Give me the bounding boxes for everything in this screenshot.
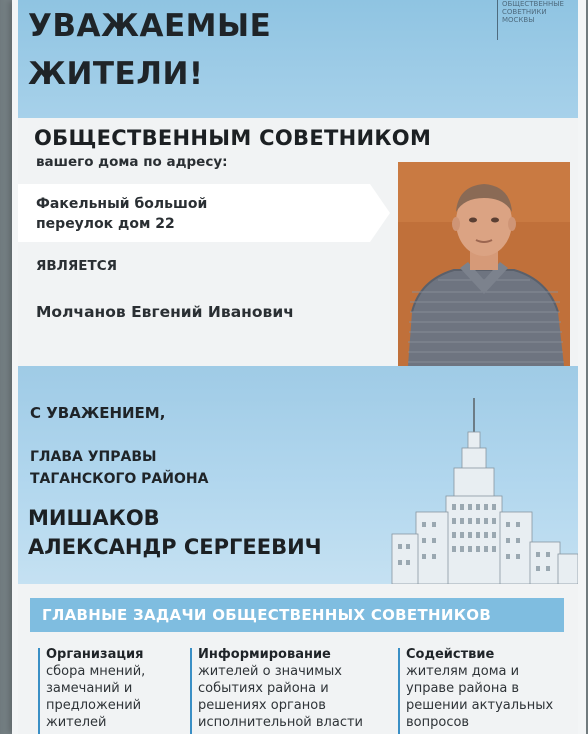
public-advisors-logo bbox=[497, 0, 566, 40]
task-divider-3 bbox=[398, 648, 400, 734]
header-block bbox=[18, 0, 578, 118]
task-body-line: предложений bbox=[46, 698, 142, 713]
official-name-line-1: МИШАКОВ bbox=[28, 506, 160, 530]
task-body-line: жителям дома и bbox=[406, 664, 520, 679]
task-body-line: управе района в bbox=[406, 681, 520, 696]
position-line-1: ГЛАВА УПРАВЫ bbox=[30, 449, 157, 465]
advisor-portrait bbox=[398, 162, 570, 366]
task-divider-2 bbox=[190, 648, 192, 734]
task-body-line: жителей bbox=[46, 715, 107, 730]
task-column-assistance bbox=[406, 646, 576, 731]
logo-line-3: МОСКВЫ bbox=[502, 16, 535, 24]
portrait-illustration bbox=[398, 162, 570, 366]
position-line-2: ТАГАНСКОГО РАЙОНА bbox=[30, 471, 209, 487]
task-body-line: жителей о значимых bbox=[198, 664, 342, 679]
task-body-line: замечаний и bbox=[46, 681, 133, 696]
official-name bbox=[28, 504, 322, 562]
task-body-line: событиях района и bbox=[198, 681, 329, 696]
headline-line-1: УВАЖАЕМЫЕ bbox=[28, 8, 272, 44]
address-line-2: переулок дом 22 bbox=[36, 216, 175, 232]
task-body-line: решении актуальных bbox=[406, 698, 554, 713]
info-title: ОБЩЕСТВЕННЫМ СОВЕТНИКОМ bbox=[34, 126, 432, 150]
task-body-line: исполнительной власти bbox=[198, 715, 363, 730]
signature-block bbox=[18, 366, 578, 584]
official-name-line-2: АЛЕКСАНДР СЕРГЕЕВИЧ bbox=[28, 535, 322, 559]
address-line-1: Факельный большой bbox=[36, 196, 208, 212]
headline bbox=[28, 2, 271, 98]
task-body-line: вопросов bbox=[406, 715, 470, 730]
task-column-informing bbox=[198, 646, 388, 731]
tasks-block bbox=[18, 584, 578, 734]
advisor-name: Молчанов Евгений Иванович bbox=[36, 303, 294, 321]
tasks-banner bbox=[30, 598, 564, 632]
is-label: ЯВЛЯЕТСЯ bbox=[36, 258, 118, 274]
advisor-info-block bbox=[18, 118, 578, 366]
logo-line-1: ОБЩЕСТВЕННЫЕ bbox=[502, 0, 564, 8]
info-subtitle: вашего дома по адресу: bbox=[36, 154, 228, 170]
tasks-banner-title: ГЛАВНЫЕ ЗАДАЧИ ОБЩЕСТВЕННЫХ СОВЕТНИКОВ bbox=[42, 606, 492, 624]
flyer-sheet bbox=[12, 0, 586, 734]
logo-line-2: СОВЕТНИКИ bbox=[502, 8, 547, 16]
task-head: Содействие bbox=[406, 647, 495, 662]
task-head: Организация bbox=[46, 647, 144, 662]
task-divider-1 bbox=[38, 648, 40, 734]
task-head: Информирование bbox=[198, 647, 331, 662]
headline-line-2: ЖИТЕЛИ! bbox=[28, 56, 204, 92]
task-body-line: решениях органов bbox=[198, 698, 326, 713]
house-address bbox=[36, 194, 336, 234]
regards-text: С УВАЖЕНИЕМ, bbox=[30, 404, 166, 422]
official-position bbox=[30, 446, 208, 490]
task-body-line: сбора мнений, bbox=[46, 664, 146, 679]
moscow-skyscraper-illustration bbox=[388, 394, 578, 584]
